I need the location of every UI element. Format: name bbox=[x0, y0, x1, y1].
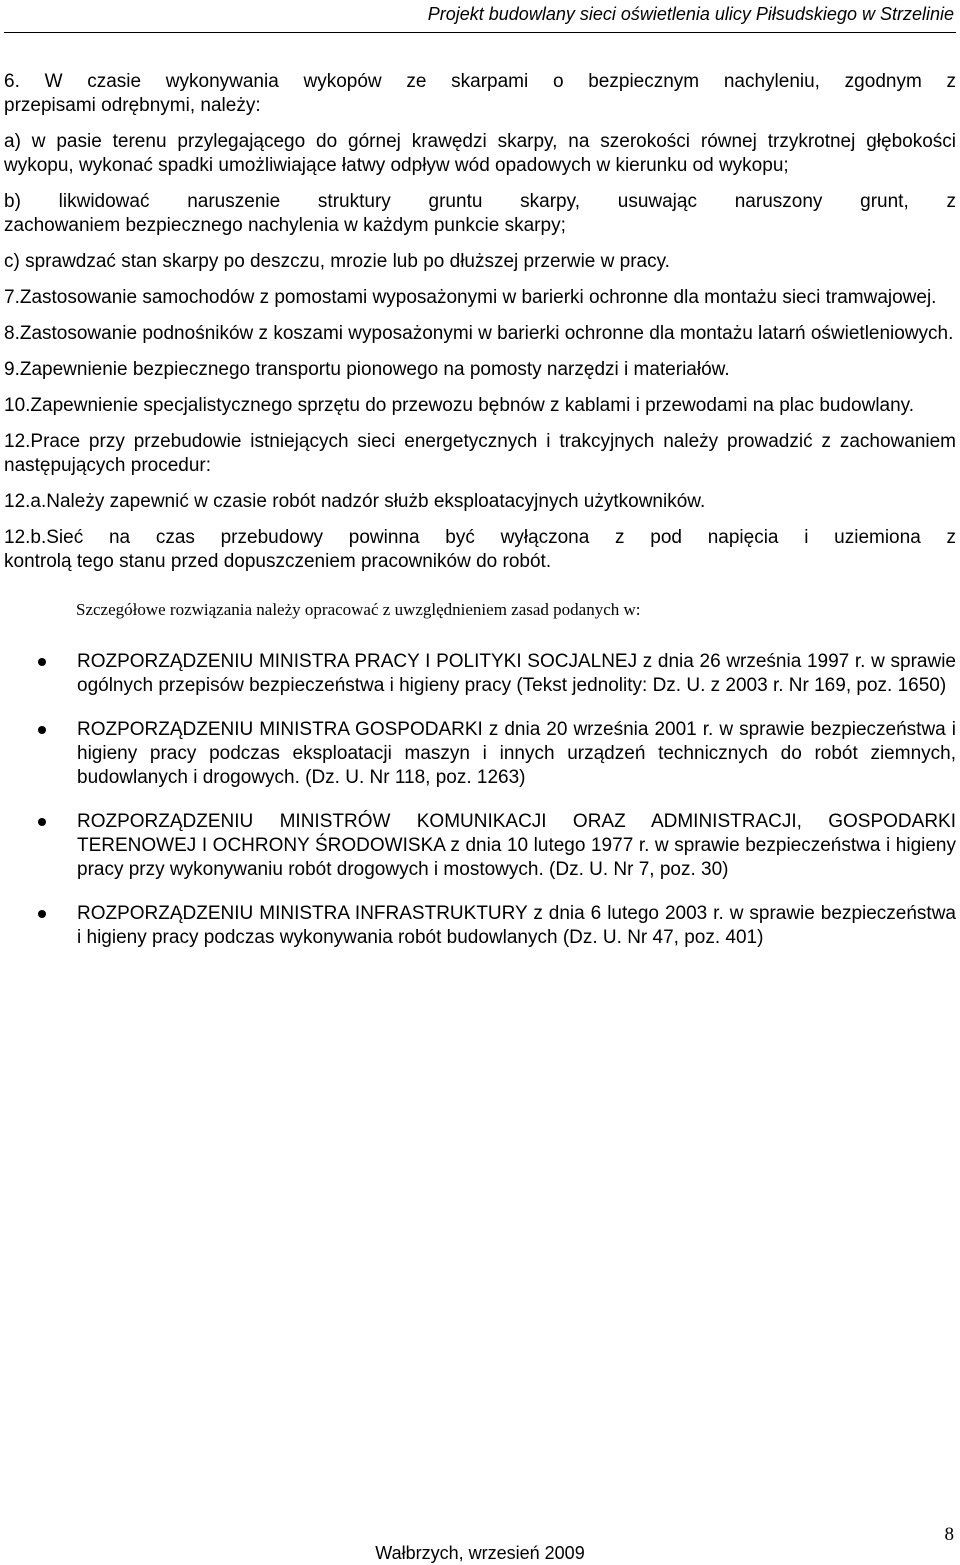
paragraph-10: 10.Zapewnienie specjalistycznego sprzętu do przewozu bębnów z kablami i przewodami na plac budowlany. bbox=[4, 395, 915, 416]
regulation-text: ROZPORZĄDZENIU MINISTRA INFRASTRUKTURY z dnia 6 lutego 2003 r. w sprawie bezpieczeństwa i higieny pracy podczas wykonywania robót budowlanych (Dz. U. Nr 47, poz. 401) bbox=[77, 903, 956, 948]
footer-place-date: Wałbrzych, wrzesień 2009 bbox=[375, 1543, 585, 1563]
bullet-icon bbox=[38, 818, 46, 826]
paragraph-7: 7.Zastosowanie samochodów z pomostami wyposażonymi w barierki ochronne dla montażu sieci tramwajowej. bbox=[4, 287, 937, 308]
regulation-text: ROZPORZĄDZENIU MINISTRA GOSPODARKI z dnia 20 września 2001 r. w sprawie bezpieczeństwa i higieny pracy podczas eksploatacji maszyn i innych urządzeń technicznych do robót ziemnych, budowlanych i drogowych. (Dz. U. Nr 118, poz. 1263) bbox=[77, 719, 956, 788]
paragraph-6-line-1: 6. W czasie wykonywania wykopów ze skarpami o bezpiecznym nachyleniu, zgodnym z bbox=[4, 71, 956, 92]
paragraph-12: 12.Prace przy przebudowie istniejących sieci energetycznych i trakcyjnych należy prowadzić z zachowaniem następujących procedur: bbox=[4, 431, 956, 476]
regulation-item bbox=[4, 650, 956, 698]
regulations-intro: Szczegółowe rozwiązania należy opracować z uwzględnieniem zasad podanych w: bbox=[76, 600, 641, 619]
paragraph-6 bbox=[4, 70, 956, 118]
bullet-icon bbox=[38, 910, 46, 918]
paragraph-6b-line-1: b) likwidować naruszenie struktury gruntu skarpy, usuwając naruszony grunt, z bbox=[4, 191, 956, 212]
regulation-item bbox=[4, 902, 956, 950]
running-header: Projekt budowlany sieci oświetlenia ulicy Piłsudskiego w Strzelinie bbox=[427, 4, 954, 24]
regulation-item bbox=[4, 718, 956, 790]
document-body bbox=[4, 70, 956, 970]
bullet-icon bbox=[38, 726, 46, 734]
bullet-icon bbox=[38, 658, 46, 666]
regulation-item bbox=[4, 810, 956, 882]
paragraph-8: 8.Zastosowanie podnośników z koszami wyposażonymi w barierki ochronne dla montażu latarń oświetleniowych. bbox=[4, 323, 954, 344]
paragraph-12a: 12.a.Należy zapewnić w czasie robót nadzór służb eksploatacyjnych użytkowników. bbox=[4, 491, 706, 512]
regulation-text: ROZPORZĄDZENIU MINISTRÓW KOMUNIKACJI ORAZ ADMINISTRACJI, GOSPODARKI TERENOWEJ I OCHRONY ŚRODOWISKA z dnia 10 lutego 1977 r. w sprawie bezpieczeństwa i higieny pracy przy wykonywaniu robót drogowych i mostowych. (Dz. U. Nr 7, poz. 30) bbox=[77, 811, 956, 880]
paragraph-6b bbox=[4, 190, 956, 238]
regulations-list bbox=[4, 650, 956, 950]
paragraph-6-line-2: przepisami odrębnymi, należy: bbox=[4, 95, 261, 116]
paragraph-6a: a) w pasie terenu przylegającego do górnej krawędzi skarpy, na szerokości równej trzykrotnej głębokości wykopu, wykonać spadki umożliwiające łatwy odpływ wód opadowych w kierunku od wykopu; bbox=[4, 131, 956, 176]
paragraph-6b-line-2: zachowaniem bezpiecznego nachylenia w każdym punkcie skarpy; bbox=[4, 215, 566, 236]
regulation-text: ROZPORZĄDZENIU MINISTRA PRACY I POLITYKI SOCJALNEJ z dnia 26 września 1997 r. w sprawie ogólnych przepisów bezpieczeństwa i higieny pracy (Tekst jednolity: Dz. U. z 2003 r. Nr 169, poz. 1650) bbox=[77, 651, 956, 696]
page-number: 8 bbox=[944, 1524, 954, 1545]
header-rule bbox=[4, 32, 956, 33]
paragraph-12b-line-2: kontrolą tego stanu przed dopuszczeniem pracowników do robót. bbox=[4, 551, 552, 572]
paragraph-12b bbox=[4, 526, 956, 574]
paragraph-6c: c) sprawdzać stan skarpy po deszczu, mrozie lub po dłuższej przerwie w pracy. bbox=[4, 251, 670, 272]
paragraph-12b-line-1: 12.b.Sieć na czas przebudowy powinna być wyłączona z pod napięcia i uziemiona z bbox=[4, 527, 956, 548]
paragraph-9: 9.Zapewnienie bezpiecznego transportu pionowego na pomosty narzędzi i materiałów. bbox=[4, 359, 730, 380]
